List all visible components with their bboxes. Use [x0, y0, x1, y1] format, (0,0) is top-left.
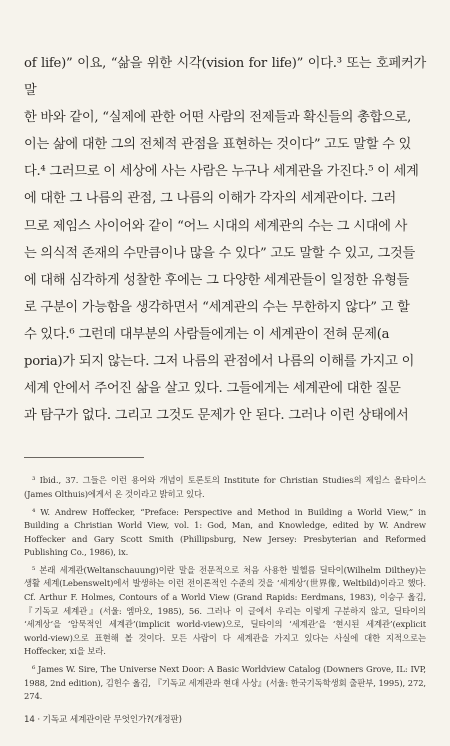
body-line: 다.⁴ 그러므로 이 세상에 사는 사람은 누구나 세계관을 가진다.⁵ 이 세계 — [24, 164, 419, 180]
body-line: 과 탐구가 없다. 그리고 그것도 문제가 안 된다. 그러나 이런 상태에서 — [24, 408, 409, 424]
footnote-4: ⁴ W. Andrew Hoffecker, “Preface: Perspective and Method in Building a World View,” in Building a Christian World View, vol. 1: God, Man, and Knowledge, edited by W. Andrew Hoffecker and Gary Scott Smith (Phillipsburg, New Jersey: Presbyterian and Reformed Publishing Co., 1986), ix. — [24, 506, 426, 558]
footnote-divider — [24, 457, 144, 458]
body-line: 에 대해 심각하게 성찰한 후에는 그 다양한 세계관들이 일정한 유형들 — [24, 272, 410, 288]
body-line: poria)가 되지 않는다. 그저 나름의 관점에서 나름의 이해를 가지고 이 — [24, 354, 415, 370]
body-line: 로 구분이 가능함을 생각하면서 “세계관의 수는 무한하지 않다” 고 할 — [24, 299, 410, 315]
body-line: 세계 안에서 주어진 삶을 살고 있다. 그들에게는 세계관에 대한 질문 — [24, 381, 401, 397]
body-line: of life)” 이요, “삶을 위한 시각(vision for life)” 이다.³ 또는 호페커가 말 — [24, 56, 426, 99]
body-line: 수 있다.⁶ 그런데 대부분의 사람들에게는 이 세계관이 전혀 문제(a — [24, 326, 390, 342]
body-line: 는 의식적 존재의 수만큼이나 많을 수 있다” 고도 말할 수 있고, 그것들 — [24, 245, 415, 261]
body-line: 이는 삶에 대한 그의 전체적 관점을 표현하는 것이다” 고도 말할 수 있 — [24, 137, 412, 153]
footnote-3: ³ Ibid., 37. 그들은 이런 용어와 개념이 토론토의 Institute for Christian Studies의 제임스 올타이스(James Olthuis)에게서 온 것이라고 밝히고 있다. — [24, 475, 426, 499]
body-line: 한 바와 같이, “실제에 관한 어떤 사람의 전제들과 확신들의 총합으로, — [24, 110, 412, 126]
footnote-6: ⁶ James W. Sire, The Universe Next Door: A Basic Worldview Catalog (Downers Grove, IL: IVP, 1988, 2nd edition), 김헌수 옮김, 『기독교 세계관과 현대 사상』(서울: 한국기독학생회 출판부, 1995), 272, 274. — [24, 664, 426, 702]
running-footer: 14 · 기독교 세계관이란 무엇인가?(개정판) — [24, 715, 182, 725]
body-line: 므로 제임스 사이어와 같이 “어느 시대의 세계관의 수는 그 시대에 사 — [24, 218, 408, 234]
body-line: 에 대한 그 나름의 관점, 그 나름의 이해가 각자의 세계관이다. 그러 — [24, 191, 397, 207]
page — [24, 50, 426, 708]
footnote-5: ⁵ 본래 세계관(Weltanschauung)이란 말을 전문적으로 처음 사용한 빌헬름 딜타이(Wilhelm Dilthey)는 생활 세계(Lebenswelt)에서 발생하는 이런 전이론적인 수준의 것을 ‘세계상’(世界像, Weltbild)이라고 했다. Cf. Arthur F. Holmes, Contours of a World View (Grand Rapids: Eerdmans, 1983), 이승구 옮김, 『기독교 세계관』(서울: 엠마오, 1985), 56. 그러나 이 글에서 우리는 이렇게 구분하지 않고, 딜타이의 ‘세계상’을 ‘암묵적인 세계관’(implicit world-view)으로, 딜타이의 ‘세계관’을 ‘현시된 세계관’(explicit world-view)으로 표현해 볼 것이다. 모든 사람이 다 세계관을 가지고 있다는 사실에 대한 지적으로는 Hoffecker, xi을 보라. — [24, 564, 426, 657]
body-text — [24, 50, 426, 429]
footnotes — [24, 474, 426, 704]
